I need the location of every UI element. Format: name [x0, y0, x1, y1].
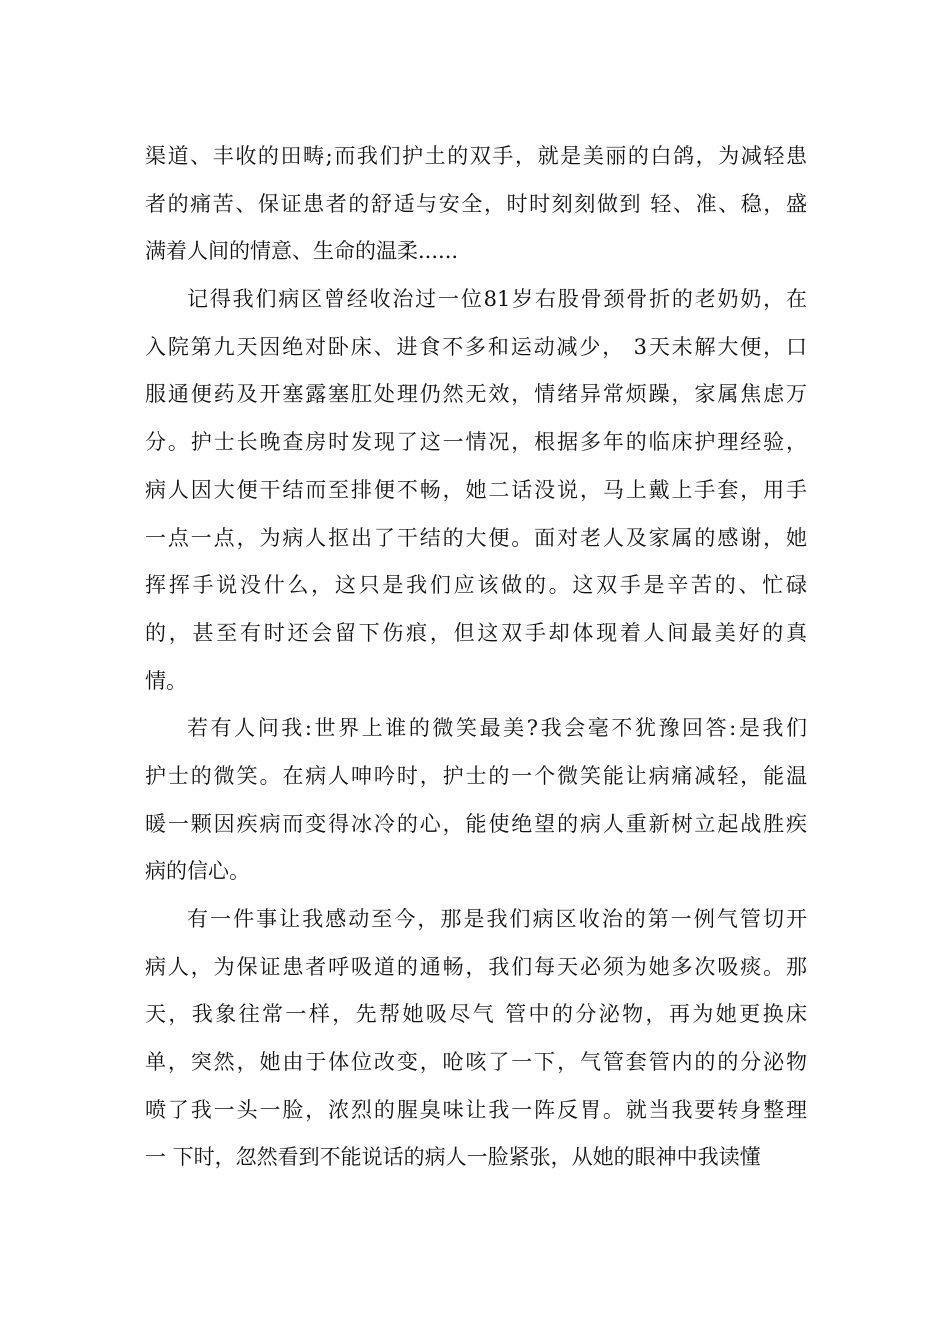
text-line: 服通便药及开塞露塞肛处理仍然无效，情绪异常烦躁，家属焦虑万 — [145, 382, 807, 407]
text-line: 渠道、丰收的田畴;而我们护土的双手，就是美丽的白鸽，为减轻患 — [145, 144, 807, 168]
text-line: 病人，为保证患者呼吸道的通畅，我们每天必须为她多次吸痰。那 — [145, 954, 807, 979]
text-line: 的，甚至有时还会留下伤痕，但这双手却体现着人间最美好的真 — [145, 620, 807, 645]
text-line: 挥挥手说没什么，这只是我们应该做的。这双手是辛苦的、忙碌 — [145, 573, 807, 598]
text-line: 者的痛苦、保证患者的舒适与安全，时时刻刻做到 轻、准、稳，盛 — [145, 191, 807, 216]
text-line: 病的信心。 — [145, 859, 250, 884]
paragraph — [145, 276, 807, 705]
text-line: 满着人间的情意、生命的温柔...... — [145, 239, 459, 264]
text-line: 一 下时，忽然看到不能说话的病人一脸紧张，从她的眼神中我读懂 — [145, 1145, 761, 1170]
text-line: 护士的微笑。在病人呻吟时，护士的一个微笑能让病痛减轻，能温 — [145, 763, 807, 788]
text-line: 喷了我一头一脸，浓烈的腥臭味让我一阵反胃。就当我要转身整理 — [145, 1097, 807, 1122]
text-line: 天，我象往常一样，先帮她吸尽气 管中的分泌物，再为她更换床 — [145, 1002, 807, 1027]
document-body — [145, 133, 807, 1182]
paragraph — [145, 133, 807, 276]
paragraph — [145, 896, 807, 1182]
text-line: 病人因大便干结而至排便不畅，她二话没说，马上戴上手套，用手 — [145, 477, 807, 502]
text-line: 若有人问我:世界上谁的微笑最美?我会毫不犹豫回答:是我们 — [187, 716, 807, 741]
text-line: 有一件事让我感动至今，那是我们病区收治的第一例气管切开 — [187, 907, 807, 931]
text-line: 入院第九天因绝对卧床、进食不多和运动减少， 3天未解大便，口 — [145, 334, 807, 359]
text-line: 一点一点，为病人抠出了干结的大便。面对老人及家属的感谢，她 — [145, 525, 807, 550]
text-line: 情。 — [145, 668, 187, 693]
paragraph — [145, 705, 807, 896]
text-line: 单，突然，她由于体位改变，呛咳了一下，气管套管内的的分泌物 — [145, 1050, 807, 1075]
text-line: 分。护士长晚查房时发现了这一情况，根据多年的临床护理经验， — [145, 430, 807, 455]
text-line: 暖一颗因疾病而变得冰冷的心，能使绝望的病人重新树立起战胜疾 — [145, 811, 807, 836]
text-line: 记得我们病区曾经收治过一位81岁右股骨颈骨折的老奶奶，在 — [187, 287, 807, 312]
